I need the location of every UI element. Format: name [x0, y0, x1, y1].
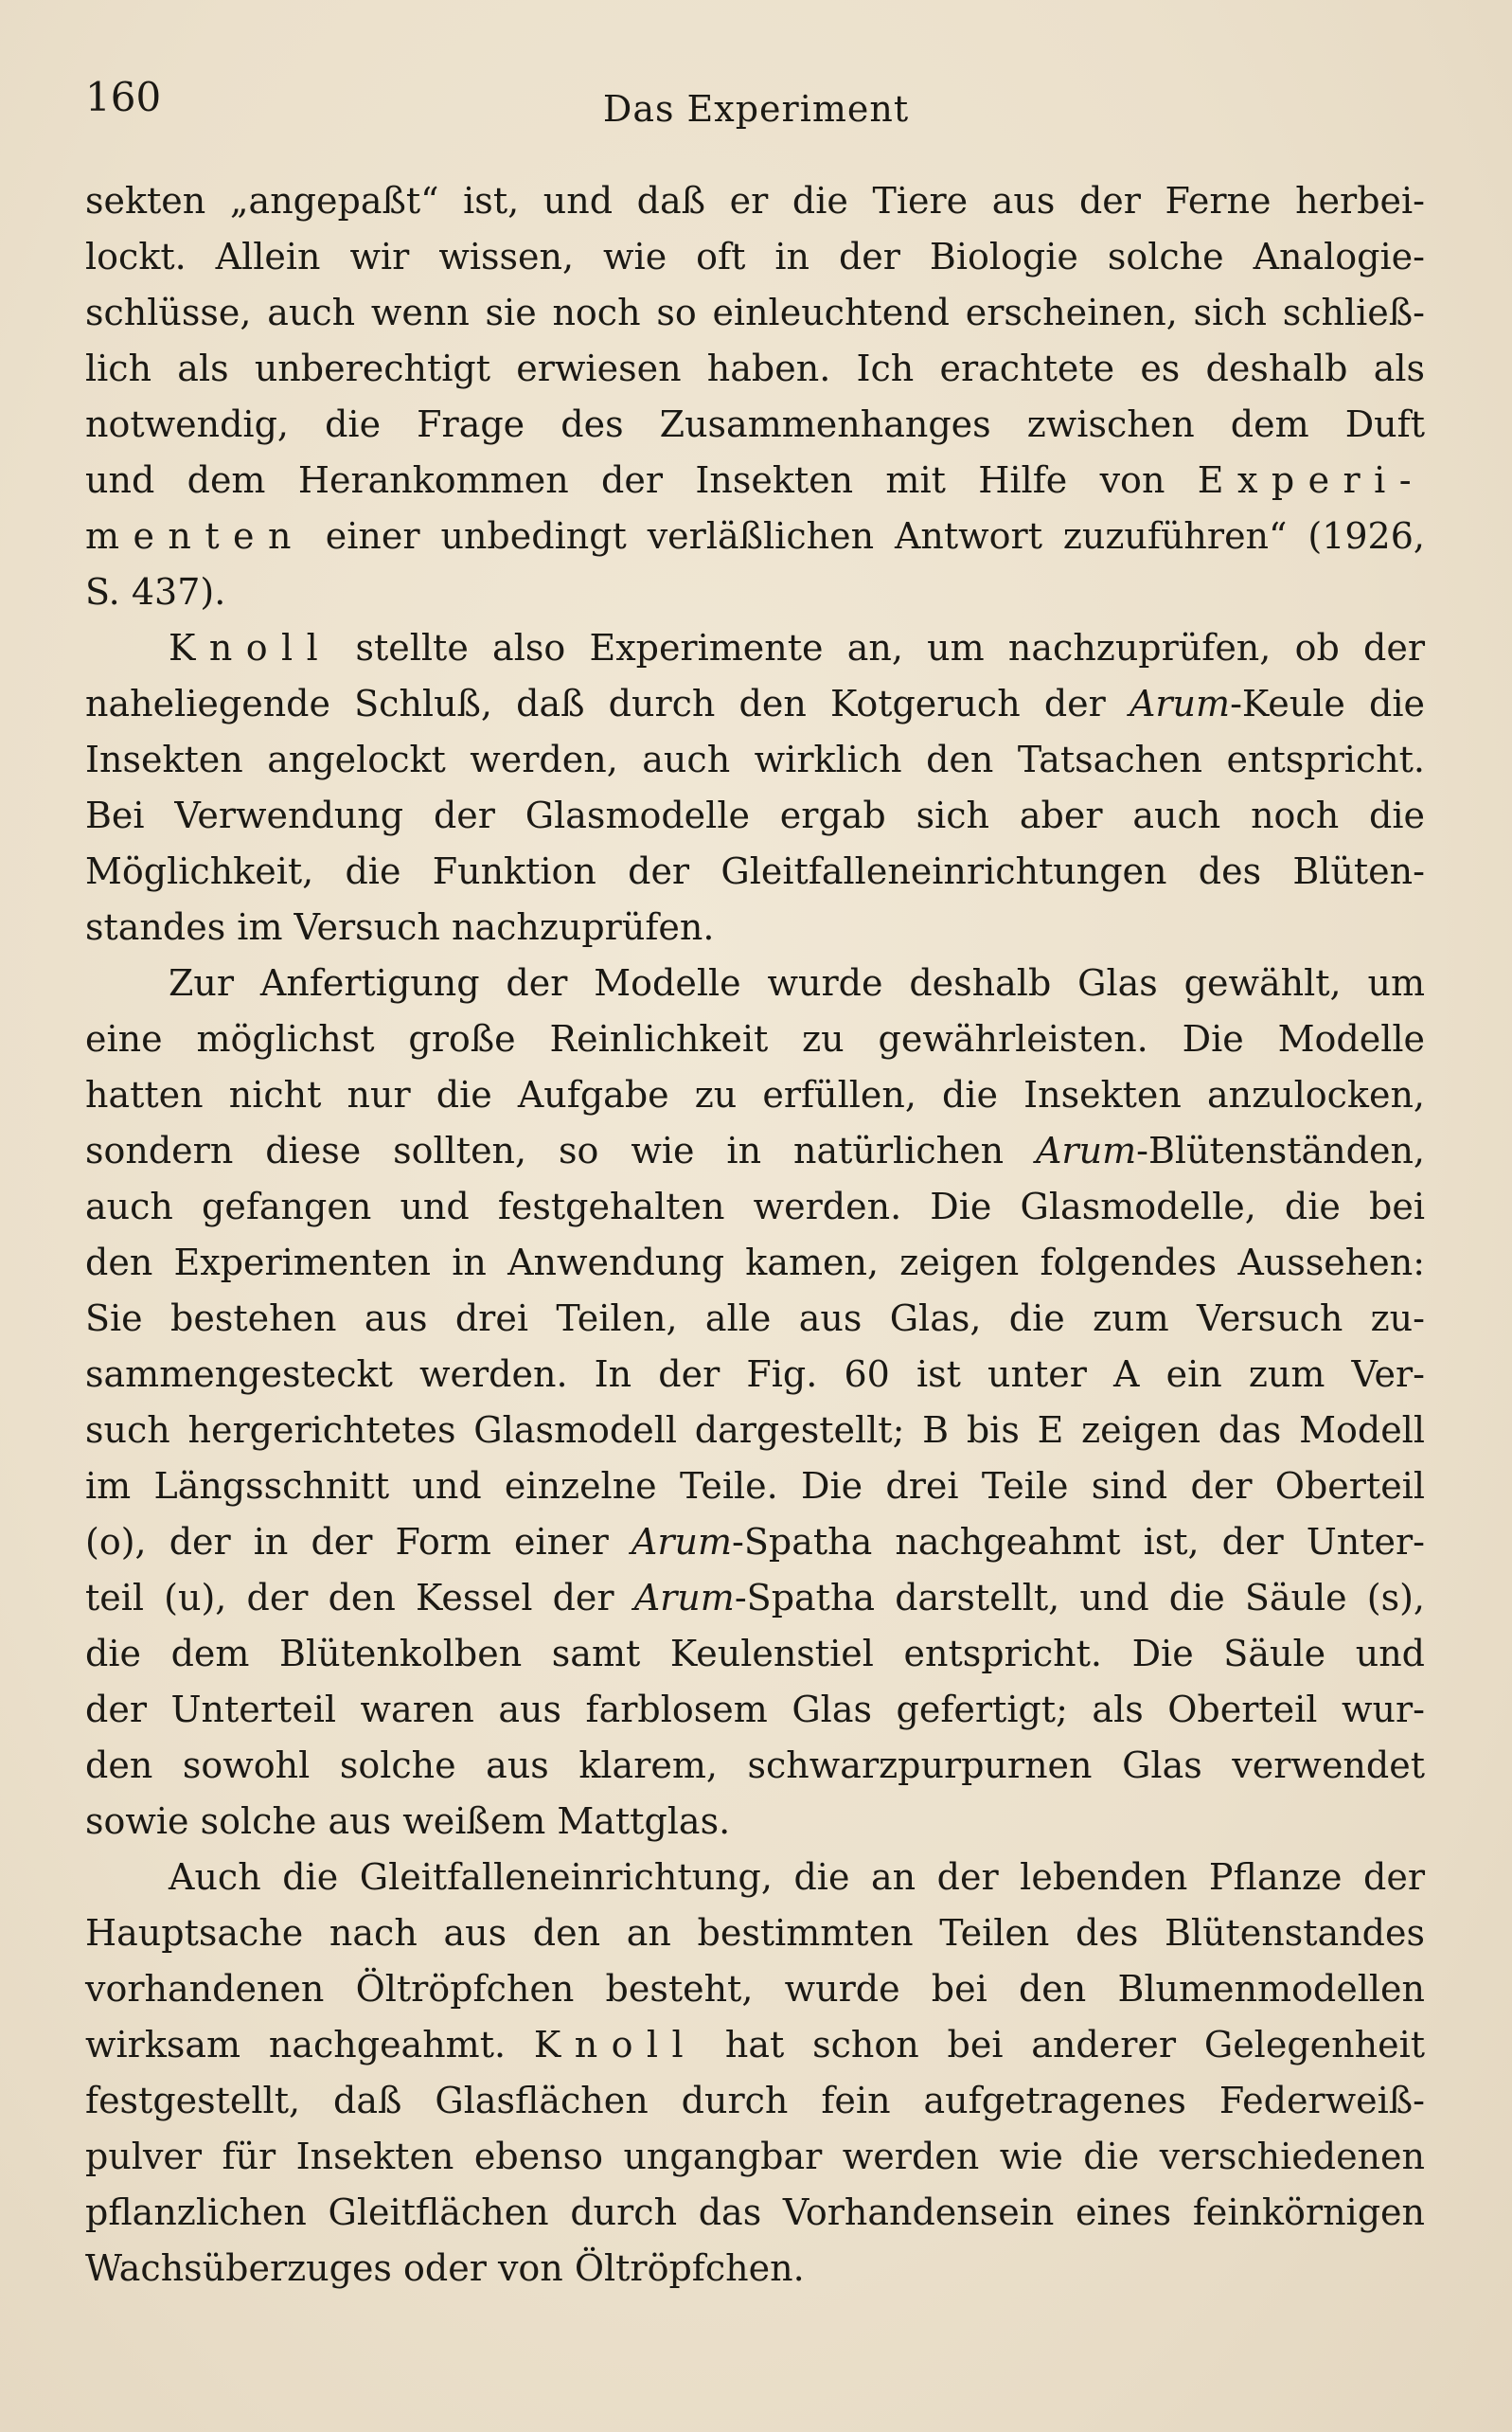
- text-line: [85, 564, 1425, 620]
- text-line: [85, 173, 1425, 229]
- text-run: den sowohl solche aus klarem, schwarzpurpurnen Glas verwendet: [85, 1744, 1425, 1786]
- text-run: stellte also Experimente an, um nachzuprüfen, ob der: [331, 627, 1425, 669]
- text-line: [85, 732, 1425, 788]
- spaced-text: Knoll: [169, 627, 332, 669]
- text-line: [85, 844, 1425, 900]
- text-run: -Keule die: [1230, 683, 1425, 724]
- text-run: -Spatha darstellt, und die Säule (s),: [734, 1577, 1425, 1618]
- text-line: [85, 1403, 1425, 1458]
- text-run: eine möglichst große Reinlichkeit zu gewährleisten. Die Modelle: [85, 1018, 1425, 1060]
- text-line: [85, 788, 1425, 844]
- text-line: [85, 1905, 1425, 1961]
- text-line: [85, 1738, 1425, 1794]
- text-run: Zur Anfertigung der Modelle wurde deshalb Glas gewählt, um: [169, 962, 1425, 1004]
- text-run: (o), der in der Form einer: [85, 1521, 631, 1563]
- text-run: S. 437).: [85, 571, 226, 613]
- italic-text: Arum: [631, 1521, 732, 1563]
- text-run: -Blütenständen,: [1136, 1130, 1425, 1171]
- spaced-text: Knoll: [533, 2024, 698, 2065]
- text-line: [85, 509, 1425, 564]
- paragraph: [85, 956, 1425, 1850]
- text-run: pflanzlichen Gleitflächen durch das Vorhandensein eines feinkörnigen: [85, 2191, 1425, 2233]
- text-line: [85, 285, 1425, 341]
- text-run: Bei Verwendung der Glasmodelle ergab sich aber auch noch die: [85, 795, 1425, 836]
- text-run: vorhandenen Öltröpfchen besteht, wurde bei den Blumenmodellen: [85, 1968, 1425, 2010]
- body-text: [85, 173, 1425, 2297]
- running-head: Das Experiment: [602, 88, 910, 130]
- text-line: [85, 341, 1425, 397]
- text-run: Auch die Gleitfalleneinrichtung, die an der lebenden Pflanze der: [169, 1856, 1425, 1898]
- italic-text: Arum: [1035, 1130, 1137, 1171]
- paragraph: [85, 1850, 1425, 2297]
- text-line: [85, 2129, 1425, 2185]
- text-line: [85, 1570, 1425, 1626]
- text-line: [85, 1067, 1425, 1123]
- page-number: 160: [85, 74, 162, 120]
- text-run: lockt. Allein wir wissen, wie oft in der Biologie solche Analogie-: [85, 236, 1425, 277]
- text-line: [85, 1291, 1425, 1347]
- text-line: [85, 1626, 1425, 1682]
- paragraph: [85, 620, 1425, 956]
- text-line: [85, 397, 1425, 453]
- text-line: [85, 1850, 1425, 1905]
- text-line: [85, 2017, 1425, 2073]
- text-line: [85, 1458, 1425, 1514]
- spaced-text: menten: [85, 515, 305, 557]
- text-run: schlüsse, auch wenn sie noch so einleuchtend erscheinen, sich schließ-: [85, 292, 1425, 333]
- text-run: den Experimenten in Anwendung kamen, zeigen folgendes Aussehen:: [85, 1242, 1425, 1283]
- text-line: [85, 229, 1425, 285]
- text-line: [85, 956, 1425, 1011]
- text-run: die dem Blütenkolben samt Keulenstiel entspricht. Die Säule und: [85, 1633, 1425, 1674]
- text-line: [85, 2241, 1425, 2297]
- text-run: Sie bestehen aus drei Teilen, alle aus Glas, die zum Versuch zu-: [85, 1297, 1425, 1339]
- text-run: wirksam nachgeahmt.: [85, 2024, 534, 2065]
- text-line: [85, 1794, 1425, 1850]
- text-run: -Spatha nachgeahmt ist, der Unter-: [732, 1521, 1425, 1563]
- text-run: sekten „angepaßt“ ist, und daß er die Tiere aus der Ferne herbei-: [85, 180, 1425, 222]
- text-run: Insekten angelockt werden, auch wirklich den Tatsachen entspricht.: [85, 739, 1425, 780]
- text-line: [85, 1123, 1425, 1179]
- text-line: [85, 620, 1425, 676]
- text-run: auch gefangen und festgehalten werden. Die Glasmodelle, die bei: [85, 1186, 1425, 1227]
- text-run: Möglichkeit, die Funktion der Gleitfalleneinrichtungen des Blüten-: [85, 850, 1425, 892]
- spaced-text: Experi-: [1197, 459, 1425, 501]
- text-run: pulver für Insekten ebenso ungangbar werden wie die verschiedenen: [85, 2136, 1425, 2177]
- text-line: [85, 2185, 1425, 2241]
- text-run: hatten nicht nur die Aufgabe zu erfüllen, die Insekten anzulocken,: [85, 1074, 1425, 1116]
- text-line: [85, 1682, 1425, 1738]
- text-run: hat schon bei anderer Gelegenheit: [697, 2024, 1425, 2065]
- text-run: sammengesteckt werden. In der Fig. 60 ist unter A ein zum Ver-: [85, 1353, 1425, 1395]
- italic-text: Arum: [1129, 683, 1231, 724]
- paragraph: [85, 173, 1425, 620]
- text-run: festgestellt, daß Glasflächen durch fein aufgetragenes Federweiß-: [85, 2080, 1425, 2121]
- text-line: [85, 1347, 1425, 1403]
- text-line: [85, 2073, 1425, 2129]
- text-run: lich als unberechtigt erwiesen haben. Ich erachtete es deshalb als: [85, 348, 1425, 389]
- text-run: Hauptsache nach aus den an bestimmten Teilen des Blütenstandes: [85, 1912, 1425, 1954]
- text-run: standes im Versuch nachzuprüfen.: [85, 906, 715, 948]
- text-run: einer unbedingt verläßlichen Antwort zuzuführen“ (1926,: [304, 515, 1425, 557]
- text-line: [85, 453, 1425, 509]
- text-run: der Unterteil waren aus farblosem Glas gefertigt; als Oberteil wur-: [85, 1689, 1425, 1730]
- text-line: [85, 1514, 1425, 1570]
- text-run: such hergerichtetes Glasmodell dargestellt; B bis E zeigen das Modell: [85, 1409, 1425, 1451]
- text-line: [85, 1961, 1425, 2017]
- text-line: [85, 676, 1425, 732]
- text-run: sowie solche aus weißem Mattglas.: [85, 1800, 731, 1842]
- text-line: [85, 1011, 1425, 1067]
- text-run: und dem Herankommen der Insekten mit Hilfe von: [85, 459, 1198, 501]
- text-line: [85, 1179, 1425, 1235]
- text-run: Wachsüberzuges oder von Öltröpfchen.: [85, 2247, 805, 2289]
- text-run: teil (u), der den Kessel der: [85, 1577, 634, 1618]
- text-run: sondern diese sollten, so wie in natürlichen: [85, 1130, 1036, 1171]
- text-run: naheliegende Schluß, daß durch den Kotgeruch der: [85, 683, 1130, 724]
- italic-text: Arum: [633, 1577, 735, 1618]
- text-run: notwendig, die Frage des Zusammenhanges zwischen dem Duft: [85, 403, 1425, 445]
- text-line: [85, 1235, 1425, 1291]
- text-run: im Längsschnitt und einzelne Teile. Die drei Teile sind der Oberteil: [85, 1465, 1425, 1507]
- text-line: [85, 900, 1425, 956]
